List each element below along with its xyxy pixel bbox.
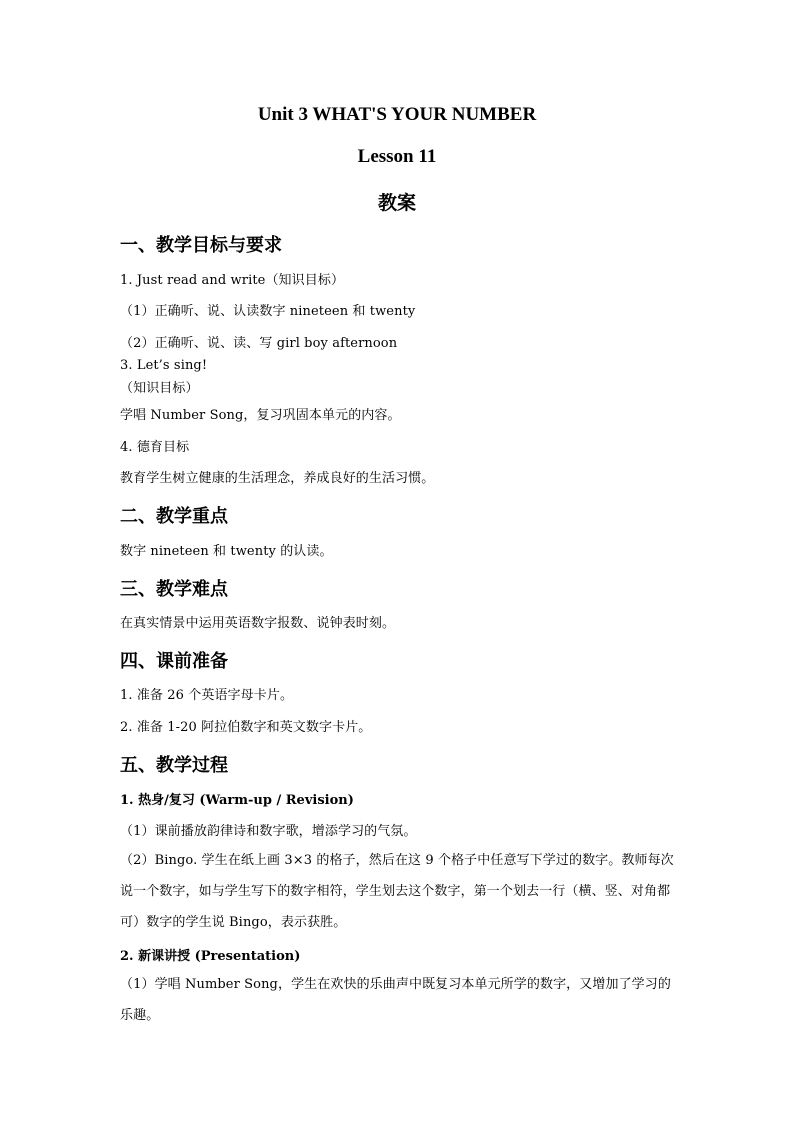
lesson-title: Lesson 11 [357,146,437,167]
paragraph: （1）课前播放韵律诗和数字歌，增添学习的气氛。 [120,824,417,839]
paragraph: 教育学生树立健康的生活理念，养成良好的生活习惯。 [120,471,435,486]
doc-type-title: 教案 [377,193,416,214]
paragraph: 3. Let’s sing! [120,358,208,373]
paragraph: 在真实情景中运用英语数字报数、说钟表时刻。 [120,616,396,631]
paragraph: 2. 准备 1-20 阿拉伯数字和英文数字卡片。 [120,720,372,735]
section-heading: 二、教学重点 [120,506,228,527]
paragraph: 1. 准备 26 个英语字母卡片。 [120,688,294,703]
section-heading: 三、教学难点 [120,579,228,600]
paragraph: （2）Bingo. 学生在纸上画 3×3 的格子，然后在这 9 个格子中任意写下学过的数字。教师每次说一个数字，如与学生写下的数字相符，学生划去这个数字，第一个划去一行（横、竖、对角都可）数字的学生说 Bingo，表示获胜。 [120,853,674,930]
paragraph: 数字 nineteen 和 twenty 的认读。 [120,544,333,559]
paragraph: 1. Just read and write（知识目标） [120,273,345,288]
paragraph: （1）正确听、说、认读数字 nineteen 和 twenty [120,304,416,319]
section-heading: 四、课前准备 [120,651,228,672]
section-heading: 一、教学目标与要求 [120,235,282,256]
paragraph: 学唱 Number Song，复习巩固本单元的内容。 [120,408,401,423]
paragraph: 4. 德育目标 [120,440,190,455]
paragraph: （2）正确听、说、读、写 girl boy afternoon [120,336,398,351]
section-heading: 五、教学过程 [120,755,228,776]
paragraph: （1）学唱 Number Song，学生在欢快的乐曲声中既复习本单元所学的数字，又增加了学习的乐趣。 [120,977,671,1023]
subsection-heading: 2. 新课讲授 (Presentation) [120,949,301,964]
subsection-heading: 1. 热身/复习 (Warm-up / Revision) [120,793,354,808]
unit-title: Unit 3 WHAT'S YOUR NUMBER [257,104,537,125]
paragraph: （知识目标） [120,381,199,396]
